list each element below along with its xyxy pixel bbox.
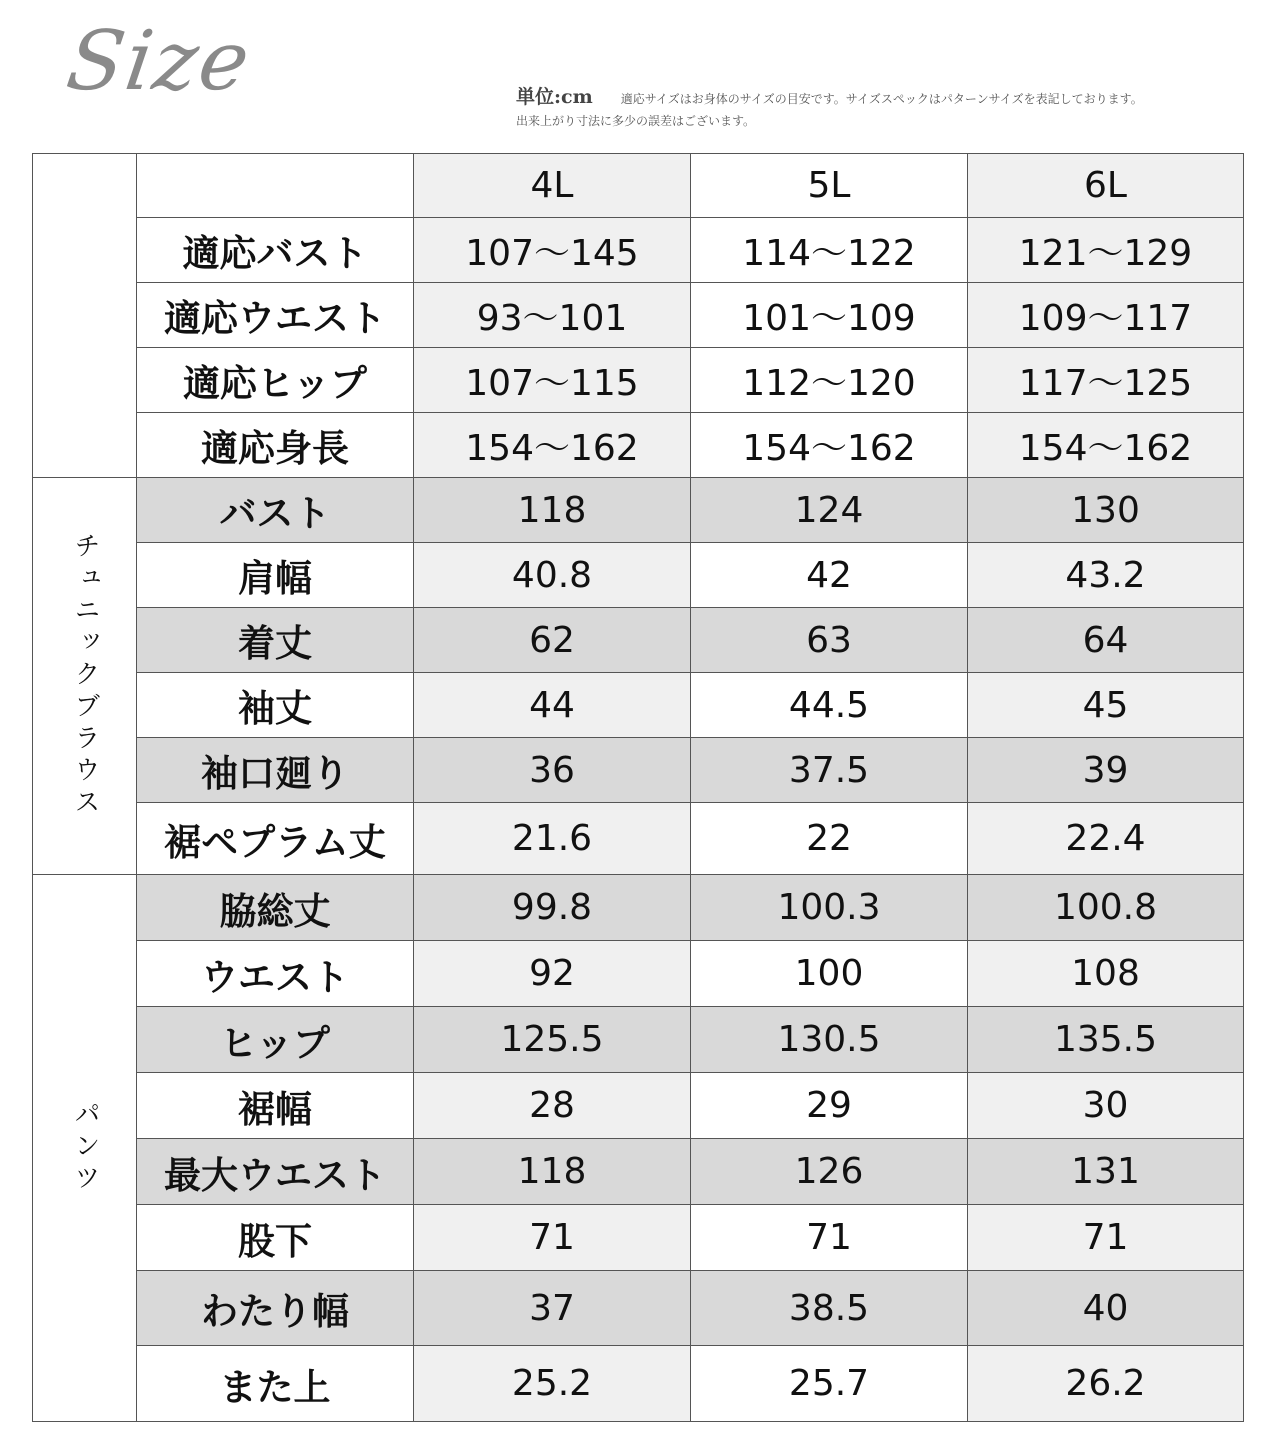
table-cell: 117〜125	[968, 348, 1244, 413]
table-cell: 107〜115	[414, 348, 691, 413]
row-label: 股下	[137, 1205, 414, 1271]
section-fit-blank	[32, 153, 137, 478]
unit-label: 単位:cm	[516, 86, 593, 108]
row-label: 最大ウエスト	[137, 1139, 414, 1205]
table-cell: 63	[691, 608, 968, 673]
row-label: 着丈	[137, 608, 414, 673]
table-cell: 100	[691, 941, 968, 1007]
section-tunic-label	[32, 478, 137, 875]
table-cell: 107〜145	[414, 218, 691, 283]
table-cell: 44.5	[691, 673, 968, 738]
table-cell: 25.7	[691, 1346, 968, 1422]
table-cell: 40.8	[414, 543, 691, 608]
table-cell: 62	[414, 608, 691, 673]
table-cell: 71	[691, 1205, 968, 1271]
table-cell: 43.2	[968, 543, 1244, 608]
table-cell: 131	[968, 1139, 1244, 1205]
table-cell: 112〜120	[691, 348, 968, 413]
table-cell: 22.4	[968, 803, 1244, 875]
table-cell: 101〜109	[691, 283, 968, 348]
table-cell: 121〜129	[968, 218, 1244, 283]
row-label: 適応ウエスト	[137, 283, 414, 348]
row-label: バスト	[137, 478, 414, 543]
size-table	[32, 153, 1244, 1422]
header-corner	[137, 153, 414, 218]
row-label: 適応身長	[137, 413, 414, 478]
note-line-2: 出来上がり寸法に多少の誤差はございます。	[516, 114, 756, 128]
note-line-1: 適応サイズはお身体のサイズの目安です。サイズスペックはパターンサイズを表記しております。	[620, 92, 1143, 106]
row-label: また上	[137, 1346, 414, 1422]
table-cell: 109〜117	[968, 283, 1244, 348]
table-cell: 44	[414, 673, 691, 738]
table-cell: 21.6	[414, 803, 691, 875]
table-cell: 135.5	[968, 1007, 1244, 1073]
table-cell: 100.8	[968, 875, 1244, 941]
row-label: 袖口廻り	[137, 738, 414, 803]
table-cell: 36	[414, 738, 691, 803]
table-cell: 42	[691, 543, 968, 608]
table-cell: 130.5	[691, 1007, 968, 1073]
size-notes	[516, 86, 1143, 132]
table-cell: 118	[414, 1139, 691, 1205]
row-label: 肩幅	[137, 543, 414, 608]
table-cell: 64	[968, 608, 1244, 673]
table-cell: 71	[414, 1205, 691, 1271]
row-label: 袖丈	[137, 673, 414, 738]
size-logo: Size	[61, 14, 257, 109]
header-size-6l: 6L	[968, 153, 1244, 218]
section-pants-label	[32, 875, 137, 1422]
table-cell: 26.2	[968, 1346, 1244, 1422]
row-label: 適応バスト	[137, 218, 414, 283]
table-cell: 114〜122	[691, 218, 968, 283]
table-cell: 124	[691, 478, 968, 543]
table-cell: 100.3	[691, 875, 968, 941]
table-cell: 37.5	[691, 738, 968, 803]
table-cell: 25.2	[414, 1346, 691, 1422]
table-cell: 93〜101	[414, 283, 691, 348]
table-cell: 39	[968, 738, 1244, 803]
table-cell: 29	[691, 1073, 968, 1139]
header-size-5l: 5L	[691, 153, 968, 218]
table-cell: 118	[414, 478, 691, 543]
table-cell: 22	[691, 803, 968, 875]
table-cell: 154〜162	[691, 413, 968, 478]
table-cell: 130	[968, 478, 1244, 543]
section-pants-text: パンツ	[70, 1100, 100, 1196]
row-label: わたり幅	[137, 1271, 414, 1346]
section-tunic-text: チュニックブラウス	[70, 532, 100, 820]
table-cell: 126	[691, 1139, 968, 1205]
row-label: 裾ペプラム丈	[137, 803, 414, 875]
table-cell: 125.5	[414, 1007, 691, 1073]
table-cell: 38.5	[691, 1271, 968, 1346]
row-label: 脇総丈	[137, 875, 414, 941]
row-label: ヒップ	[137, 1007, 414, 1073]
row-label: 裾幅	[137, 1073, 414, 1139]
row-label: 適応ヒップ	[137, 348, 414, 413]
table-cell: 30	[968, 1073, 1244, 1139]
table-cell: 92	[414, 941, 691, 1007]
table-cell: 154〜162	[414, 413, 691, 478]
table-cell: 71	[968, 1205, 1244, 1271]
table-cell: 45	[968, 673, 1244, 738]
table-cell: 37	[414, 1271, 691, 1346]
header-size-4l: 4L	[414, 153, 691, 218]
table-cell: 154〜162	[968, 413, 1244, 478]
table-cell: 108	[968, 941, 1244, 1007]
table-cell: 99.8	[414, 875, 691, 941]
row-label: ウエスト	[137, 941, 414, 1007]
table-cell: 28	[414, 1073, 691, 1139]
table-cell: 40	[968, 1271, 1244, 1346]
